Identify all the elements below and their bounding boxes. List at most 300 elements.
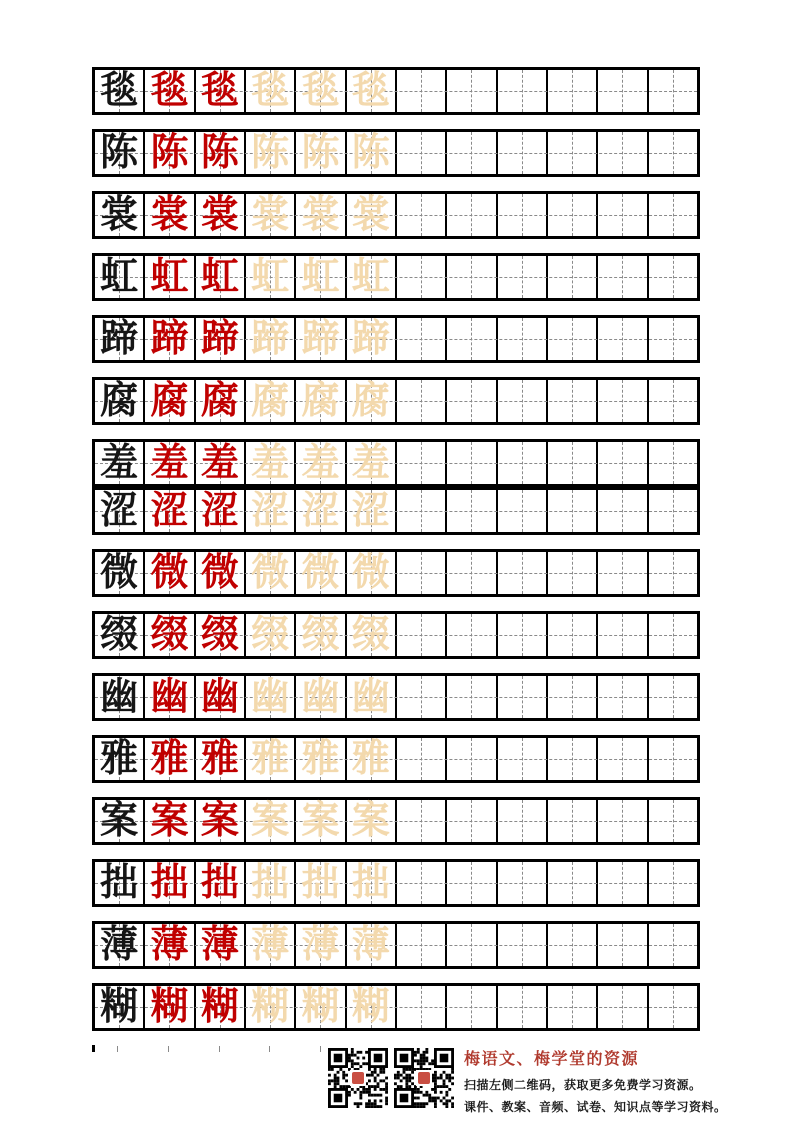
trace-character-faint: 裳	[301, 194, 340, 236]
grid-cell	[246, 442, 296, 484]
grid-cell	[397, 924, 447, 966]
practice-row-7	[92, 439, 700, 487]
grid-cell	[196, 676, 246, 718]
grid-cell	[347, 256, 397, 298]
grid-cell	[548, 256, 598, 298]
trace-character-red: 案	[200, 800, 239, 842]
trace-character-red: 裳	[200, 194, 239, 236]
grid-cell	[447, 318, 497, 360]
grid-cell	[649, 442, 697, 484]
grid-cell	[447, 738, 497, 780]
grid-cell	[246, 986, 296, 1028]
grid-cell	[397, 614, 447, 656]
grid-cell	[196, 318, 246, 360]
trace-character-red: 薄	[150, 924, 189, 966]
grid-cell	[246, 738, 296, 780]
trace-character-red: 拙	[150, 862, 189, 904]
model-character: 缀	[100, 614, 139, 656]
model-character: 羞	[100, 442, 139, 484]
grid-cell	[196, 738, 246, 780]
grid-cell	[548, 70, 598, 112]
grid-cell	[246, 380, 296, 422]
grid-cell	[447, 256, 497, 298]
trace-character-red: 缀	[150, 614, 189, 656]
grid-cell	[498, 676, 548, 718]
model-character: 薄	[100, 924, 139, 966]
grid-cell	[397, 738, 447, 780]
grid-cell	[649, 318, 697, 360]
grid-cell	[296, 738, 346, 780]
trace-character-red: 薄	[200, 924, 239, 966]
trace-character-faint: 雅	[251, 738, 290, 780]
grid-cell	[246, 194, 296, 236]
model-character: 案	[100, 800, 139, 842]
grid-cell	[447, 676, 497, 718]
trace-character-faint: 毯	[251, 70, 290, 112]
grid-cell	[548, 194, 598, 236]
grid-cell	[397, 862, 447, 904]
trace-character-faint: 雅	[301, 738, 340, 780]
grid-cell	[649, 256, 697, 298]
trace-character-red: 拙	[200, 862, 239, 904]
practice-row-9	[92, 549, 700, 597]
grid-cell	[548, 862, 598, 904]
grid-cell	[649, 490, 697, 532]
trace-character-red: 糊	[200, 986, 239, 1028]
trace-character-red: 幽	[200, 676, 239, 718]
trace-character-faint: 糊	[301, 986, 340, 1028]
trace-character-faint: 缀	[251, 614, 290, 656]
practice-row-5	[92, 315, 700, 363]
trace-character-faint: 微	[251, 552, 290, 594]
grid-cell	[296, 924, 346, 966]
grid-cell	[145, 800, 195, 842]
grid-cell	[397, 70, 447, 112]
trace-character-red: 羞	[200, 442, 239, 484]
grid-cell	[246, 490, 296, 532]
grid-cell	[548, 442, 598, 484]
practice-row-14	[92, 859, 700, 907]
grid-cell	[397, 676, 447, 718]
grid-cell	[447, 132, 497, 174]
practice-row-12	[92, 735, 700, 783]
footer-line-1: 扫描左侧二维码，获取更多免费学习资源。	[464, 1078, 702, 1092]
grid-cell	[548, 676, 598, 718]
grid-cell	[246, 318, 296, 360]
grid-cell	[498, 132, 548, 174]
grid-cell	[548, 132, 598, 174]
trace-character-faint: 裳	[251, 194, 290, 236]
grid-cell	[95, 800, 145, 842]
practice-row-13	[92, 797, 700, 845]
practice-row-11	[92, 673, 700, 721]
grid-cell	[145, 986, 195, 1028]
grid-cell	[649, 800, 697, 842]
trace-character-faint: 蹄	[301, 318, 340, 360]
trace-character-faint: 腐	[251, 380, 290, 422]
trace-character-faint: 腐	[351, 380, 390, 422]
grid-cell	[498, 256, 548, 298]
grid-cell	[95, 442, 145, 484]
grid-cell	[397, 442, 447, 484]
grid-cell	[196, 490, 246, 532]
trace-character-faint: 案	[351, 800, 390, 842]
trace-character-red: 蹄	[150, 318, 189, 360]
grid-cell	[347, 552, 397, 594]
grid-cell	[196, 194, 246, 236]
grid-cell	[598, 924, 648, 966]
grid-cell	[95, 70, 145, 112]
grid-cell	[296, 194, 346, 236]
grid-cell	[598, 738, 648, 780]
grid-cell	[498, 194, 548, 236]
grid-cell	[548, 614, 598, 656]
grid-cell	[145, 614, 195, 656]
footer	[328, 1042, 793, 1122]
trace-character-red: 毯	[200, 70, 239, 112]
grid-cell	[296, 614, 346, 656]
grid-cell	[246, 862, 296, 904]
grid-cell	[649, 676, 697, 718]
grid-cell	[548, 924, 598, 966]
trace-character-faint: 裳	[351, 194, 390, 236]
grid-cell	[95, 256, 145, 298]
grid-cell	[447, 70, 497, 112]
partial-row-left-border	[92, 1045, 95, 1052]
grid-cell	[347, 442, 397, 484]
grid-cell	[447, 800, 497, 842]
grid-cell	[347, 318, 397, 360]
trace-character-red: 虹	[150, 256, 189, 298]
grid-cell	[246, 256, 296, 298]
trace-character-red: 裳	[150, 194, 189, 236]
grid-cell	[296, 70, 346, 112]
grid-cell	[598, 800, 648, 842]
grid-cell	[397, 800, 447, 842]
grid-cell	[347, 380, 397, 422]
grid-cell	[447, 194, 497, 236]
grid-cell	[397, 256, 447, 298]
grid-cell	[246, 614, 296, 656]
grid-cell	[95, 924, 145, 966]
trace-character-faint: 涩	[251, 490, 290, 532]
grid-cell	[246, 70, 296, 112]
grid-cell	[296, 552, 346, 594]
grid-cell	[196, 924, 246, 966]
grid-cell	[598, 318, 648, 360]
grid-cell	[498, 614, 548, 656]
footer-text-block	[464, 1042, 727, 1118]
grid-cell	[95, 676, 145, 718]
trace-character-faint: 拙	[251, 862, 290, 904]
practice-row-6	[92, 377, 700, 425]
guide-dash-stub	[168, 1046, 169, 1052]
trace-character-faint: 缀	[351, 614, 390, 656]
grid-cell	[548, 490, 598, 532]
grid-cell	[447, 614, 497, 656]
grid-cell	[145, 70, 195, 112]
guide-dash-stub	[269, 1046, 270, 1052]
grid-cell	[598, 194, 648, 236]
grid-cell	[397, 380, 447, 422]
grid-cell	[498, 490, 548, 532]
grid-cell	[296, 132, 346, 174]
guide-dash-stub	[117, 1046, 118, 1052]
grid-cell	[145, 318, 195, 360]
grid-cell	[95, 738, 145, 780]
grid-cell	[196, 70, 246, 112]
grid-cell	[649, 862, 697, 904]
grid-cell	[347, 862, 397, 904]
practice-row-16	[92, 983, 700, 1031]
model-character: 拙	[100, 862, 139, 904]
grid-cell	[145, 862, 195, 904]
grid-cell	[498, 986, 548, 1028]
grid-cell	[246, 132, 296, 174]
practice-row-4	[92, 253, 700, 301]
trace-character-red: 雅	[150, 738, 189, 780]
trace-character-red: 毯	[150, 70, 189, 112]
grid-cell	[347, 676, 397, 718]
grid-cell	[548, 986, 598, 1028]
practice-row-2	[92, 129, 700, 177]
trace-character-faint: 蹄	[251, 318, 290, 360]
trace-character-red: 雅	[200, 738, 239, 780]
grid-cell	[598, 676, 648, 718]
trace-character-faint: 蹄	[351, 318, 390, 360]
grid-cell	[196, 442, 246, 484]
guide-dash-stub	[320, 1046, 321, 1052]
trace-character-faint: 幽	[301, 676, 340, 718]
trace-character-red: 案	[150, 800, 189, 842]
grid-cell	[598, 552, 648, 594]
grid-cell	[196, 614, 246, 656]
trace-character-faint: 毯	[301, 70, 340, 112]
trace-character-red: 蹄	[200, 318, 239, 360]
grid-cell	[548, 552, 598, 594]
grid-cell	[347, 738, 397, 780]
qr-code-1	[328, 1048, 388, 1108]
grid-cell	[95, 490, 145, 532]
trace-character-red: 腐	[200, 380, 239, 422]
practice-row-10	[92, 611, 700, 659]
trace-character-faint: 羞	[251, 442, 290, 484]
trace-character-faint: 雅	[351, 738, 390, 780]
grid-cell	[196, 132, 246, 174]
trace-character-faint: 拙	[351, 862, 390, 904]
model-character: 腐	[100, 380, 139, 422]
grid-cell	[548, 318, 598, 360]
model-character: 糊	[100, 986, 139, 1028]
grid-cell	[145, 194, 195, 236]
grid-cell	[598, 614, 648, 656]
trace-character-faint: 羞	[351, 442, 390, 484]
grid-cell	[145, 676, 195, 718]
grid-cell	[95, 986, 145, 1028]
grid-cell	[598, 442, 648, 484]
grid-cell	[95, 862, 145, 904]
model-character: 蹄	[100, 318, 139, 360]
trace-character-faint: 微	[351, 552, 390, 594]
grid-cell	[649, 986, 697, 1028]
trace-character-faint: 微	[301, 552, 340, 594]
grid-cell	[347, 194, 397, 236]
grid-cell	[397, 132, 447, 174]
grid-cell	[95, 194, 145, 236]
grid-cell	[296, 256, 346, 298]
grid-cell	[498, 862, 548, 904]
grid-cell	[397, 318, 447, 360]
practice-row-8	[92, 487, 700, 535]
trace-character-faint: 薄	[301, 924, 340, 966]
footer-line-2: 课件、教案、音频、试卷、知识点等学习资料。	[464, 1100, 727, 1114]
trace-character-faint: 腐	[301, 380, 340, 422]
grid-cell	[397, 490, 447, 532]
grid-cell	[145, 132, 195, 174]
grid-cell	[498, 380, 548, 422]
grid-cell	[498, 924, 548, 966]
grid-cell	[649, 380, 697, 422]
grid-cell	[145, 490, 195, 532]
grid-cell	[296, 490, 346, 532]
trace-character-red: 微	[200, 552, 239, 594]
trace-character-red: 微	[150, 552, 189, 594]
model-character: 涩	[100, 490, 139, 532]
model-character: 雅	[100, 738, 139, 780]
trace-character-faint: 薄	[251, 924, 290, 966]
model-character: 虹	[100, 256, 139, 298]
grid-cell	[196, 800, 246, 842]
model-character: 裳	[100, 194, 139, 236]
grid-cell	[447, 552, 497, 594]
grid-cell	[246, 924, 296, 966]
trace-character-red: 糊	[150, 986, 189, 1028]
grid-cell	[145, 380, 195, 422]
trace-character-faint: 涩	[351, 490, 390, 532]
grid-cell	[145, 256, 195, 298]
grid-cell	[598, 256, 648, 298]
grid-cell	[347, 132, 397, 174]
model-character: 微	[100, 552, 139, 594]
grid-cell	[347, 70, 397, 112]
grid-cell	[498, 442, 548, 484]
trace-character-faint: 陈	[251, 132, 290, 174]
grid-cell	[347, 490, 397, 532]
trace-character-faint: 幽	[251, 676, 290, 718]
grid-cell	[145, 738, 195, 780]
grid-cell	[145, 924, 195, 966]
trace-character-faint: 陈	[301, 132, 340, 174]
trace-character-faint: 陈	[351, 132, 390, 174]
grid-cell	[498, 552, 548, 594]
grid-cell	[296, 442, 346, 484]
practice-grid	[92, 67, 700, 1045]
trace-character-faint: 薄	[351, 924, 390, 966]
grid-cell	[347, 614, 397, 656]
practice-row-3	[92, 191, 700, 239]
trace-character-red: 涩	[150, 490, 189, 532]
grid-cell	[649, 132, 697, 174]
grid-cell	[296, 380, 346, 422]
grid-cell	[95, 132, 145, 174]
grid-cell	[246, 552, 296, 594]
practice-row-15	[92, 921, 700, 969]
grid-cell	[246, 800, 296, 842]
grid-cell	[649, 614, 697, 656]
grid-cell	[598, 380, 648, 422]
grid-cell	[196, 986, 246, 1028]
grid-cell	[598, 986, 648, 1028]
practice-row-1	[92, 67, 700, 115]
grid-cell	[498, 70, 548, 112]
grid-cell	[95, 380, 145, 422]
model-character: 幽	[100, 676, 139, 718]
trace-character-faint: 糊	[351, 986, 390, 1028]
grid-cell	[347, 800, 397, 842]
grid-cell	[397, 194, 447, 236]
grid-cell	[447, 986, 497, 1028]
grid-cell	[447, 380, 497, 422]
trace-character-faint: 虹	[301, 256, 340, 298]
grid-cell	[598, 862, 648, 904]
footer-title: 梅语文、梅学堂的资源	[464, 1051, 640, 1068]
trace-character-red: 虹	[200, 256, 239, 298]
grid-cell	[649, 70, 697, 112]
trace-character-faint: 幽	[351, 676, 390, 718]
trace-character-red: 陈	[200, 132, 239, 174]
grid-cell	[347, 924, 397, 966]
trace-character-faint: 缀	[301, 614, 340, 656]
trace-character-red: 羞	[150, 442, 189, 484]
grid-cell	[598, 490, 648, 532]
grid-cell	[196, 380, 246, 422]
grid-cell	[649, 924, 697, 966]
grid-cell	[649, 738, 697, 780]
grid-cell	[598, 132, 648, 174]
trace-character-faint: 案	[251, 800, 290, 842]
grid-cell	[649, 552, 697, 594]
trace-character-faint: 毯	[351, 70, 390, 112]
grid-cell	[447, 490, 497, 532]
grid-cell	[296, 862, 346, 904]
grid-cell	[598, 70, 648, 112]
grid-cell	[145, 442, 195, 484]
trace-character-faint: 拙	[301, 862, 340, 904]
trace-character-faint: 虹	[251, 256, 290, 298]
trace-character-faint: 虹	[351, 256, 390, 298]
trace-character-red: 幽	[150, 676, 189, 718]
grid-cell	[296, 800, 346, 842]
grid-cell	[196, 256, 246, 298]
grid-cell	[548, 800, 598, 842]
grid-cell	[296, 986, 346, 1028]
grid-cell	[246, 676, 296, 718]
grid-cell	[447, 442, 497, 484]
grid-cell	[145, 552, 195, 594]
trace-character-red: 陈	[150, 132, 189, 174]
grid-cell	[296, 676, 346, 718]
guide-dash-stub	[219, 1046, 220, 1052]
grid-cell	[95, 614, 145, 656]
grid-cell	[95, 552, 145, 594]
grid-cell	[347, 986, 397, 1028]
trace-character-faint: 糊	[251, 986, 290, 1028]
grid-cell	[548, 380, 598, 422]
grid-cell	[498, 738, 548, 780]
grid-cell	[196, 862, 246, 904]
qr-code-2	[394, 1048, 454, 1108]
model-character: 毯	[100, 70, 139, 112]
